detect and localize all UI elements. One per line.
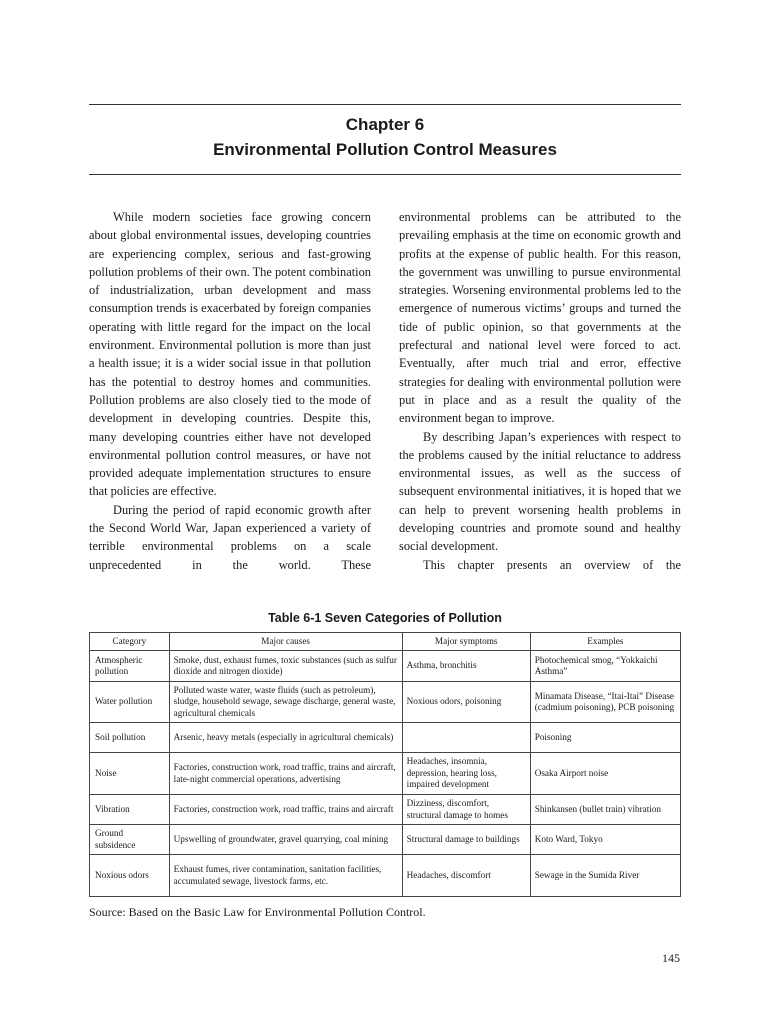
- cell-category: Noxious odors: [90, 855, 170, 897]
- cell-symptoms: Headaches, insomnia, depression, hearing loss, impaired development: [402, 753, 530, 795]
- paragraph: By describing Japan’s experiences with respect to the problems caused by the initial reluctance to address environmental issues, as well as the success of subsequent environmental initiatives, it is hoped that we can help to prevent worsening health problems in developing countries and promote sound and healthy social development.: [399, 429, 681, 554]
- header-category: Category: [90, 633, 170, 651]
- header-major-symptoms: Major symptoms: [402, 633, 530, 651]
- table-header-row: [90, 633, 681, 651]
- chapter-title: Environmental Pollution Control Measures: [213, 140, 557, 159]
- paragraph: environmental problems can be attributed to the prevailing emphasis at the time on economic growth and profits at the expense of public health. For this reason, the government was unwilling to pursue environmental strategies. Worsening environmental problems led to the emergence of numerous victims’ groups and turned the tide of public opinion, so that governments at the prefectural and national level were forced to act. Eventually, after much trial and error, effective strategies for dealing with environmental pollution were put in place and as a result the quality of the environment began to improve.: [399, 210, 681, 426]
- cell-causes: Factories, construction work, road traffic, trains and aircraft, late-night commercial operations, advertising: [169, 753, 402, 795]
- cell-category: Water pollution: [90, 682, 170, 723]
- cell-causes: Exhaust fumes, river contamination, sanitation facilities, accumulated sewage, livestock farms, etc.: [169, 855, 402, 897]
- cell-category: Atmospheric pollution: [90, 651, 170, 682]
- cell-examples: Photochemical smog, “Yokkaichi Asthma”: [530, 651, 680, 682]
- table-row: [90, 795, 681, 825]
- cell-symptoms: [402, 723, 530, 753]
- cell-symptoms: Noxious odors, poisoning: [402, 682, 530, 723]
- chapter-heading: [89, 114, 681, 162]
- cell-category: Soil pollution: [90, 723, 170, 753]
- table-row: [90, 723, 681, 753]
- table-row: [90, 855, 681, 897]
- top-rule: [89, 104, 681, 105]
- cell-symptoms: Asthma, bronchitis: [402, 651, 530, 682]
- table-row: [90, 682, 681, 723]
- table-row: [90, 753, 681, 795]
- cell-symptoms: Structural damage to buildings: [402, 825, 530, 855]
- cell-causes: Factories, construction work, road traffic, trains and aircraft: [169, 795, 402, 825]
- page-number: 145: [662, 951, 680, 965]
- cell-examples: Sewage in the Sumida River: [530, 855, 680, 897]
- cell-examples: Shinkansen (bullet train) vibration: [530, 795, 680, 825]
- cell-examples: Minamata Disease, “Itai-Itai” Disease (cadmium poisoning), PCB poisoning: [530, 682, 680, 723]
- cell-category: Noise: [90, 753, 170, 795]
- cell-examples: Koto Ward, Tokyo: [530, 825, 680, 855]
- cell-examples: Osaka Airport noise: [530, 753, 680, 795]
- cell-symptoms: Dizziness, discomfort, structural damage to homes: [402, 795, 530, 825]
- paragraph: This chapter presents an overview of the: [423, 557, 681, 572]
- cell-causes: Arsenic, heavy metals (especially in agricultural chemicals): [169, 723, 402, 753]
- right-column: [399, 208, 681, 574]
- left-column: [89, 208, 371, 574]
- paragraph: While modern societies face growing concern about global environmental issues, developing countries are experiencing complex, serious and fast-growing pollution problems of their own. The potent combination of industrialization, urban development and mass consumption trends is exacerbated by foreign companies operating with little regard for the impact on the local environment. Environmental pollution is more than just a health issue; it is a wider social issue in that pollution has the potential to destroy homes and communities. Pollution problems are also closely tied to the mode of development in developing countries. Despite this, many developing countries either have not developed environmental pollution control measures, or have not provided adequate implementation structures to ensure that policies are effective.: [89, 210, 371, 499]
- paragraph: During the period of rapid economic growth after the Second World War, Japan experienced a variety of terrible environmental problems on a scale unprecedented in the world. These: [89, 502, 371, 572]
- cell-causes: Polluted waste water, waste fluids (such as petroleum), sludge, household sewage, sewage discharge, general waste, agricultural chemicals: [169, 682, 402, 723]
- cell-examples: Poisoning: [530, 723, 680, 753]
- chapter-number: Chapter 6: [345, 115, 425, 134]
- cell-category: Vibration: [90, 795, 170, 825]
- cell-causes: Smoke, dust, exhaust fumes, toxic substances (such as sulfur dioxide and nitrogen dioxide): [169, 651, 402, 682]
- header-major-causes: Major causes: [169, 633, 402, 651]
- table-row: [90, 825, 681, 855]
- header-examples: Examples: [530, 633, 680, 651]
- table-row: [90, 651, 681, 682]
- table-source-note: Source: Based on the Basic Law for Environmental Pollution Control.: [89, 905, 426, 919]
- cell-symptoms: Headaches, discomfort: [402, 855, 530, 897]
- cell-causes: Upswelling of groundwater, gravel quarrying, coal mining: [169, 825, 402, 855]
- table-title: Table 6-1 Seven Categories of Pollution: [268, 611, 502, 625]
- bottom-rule: [89, 174, 681, 175]
- cell-category: Ground subsidence: [90, 825, 170, 855]
- pollution-table: [89, 632, 681, 897]
